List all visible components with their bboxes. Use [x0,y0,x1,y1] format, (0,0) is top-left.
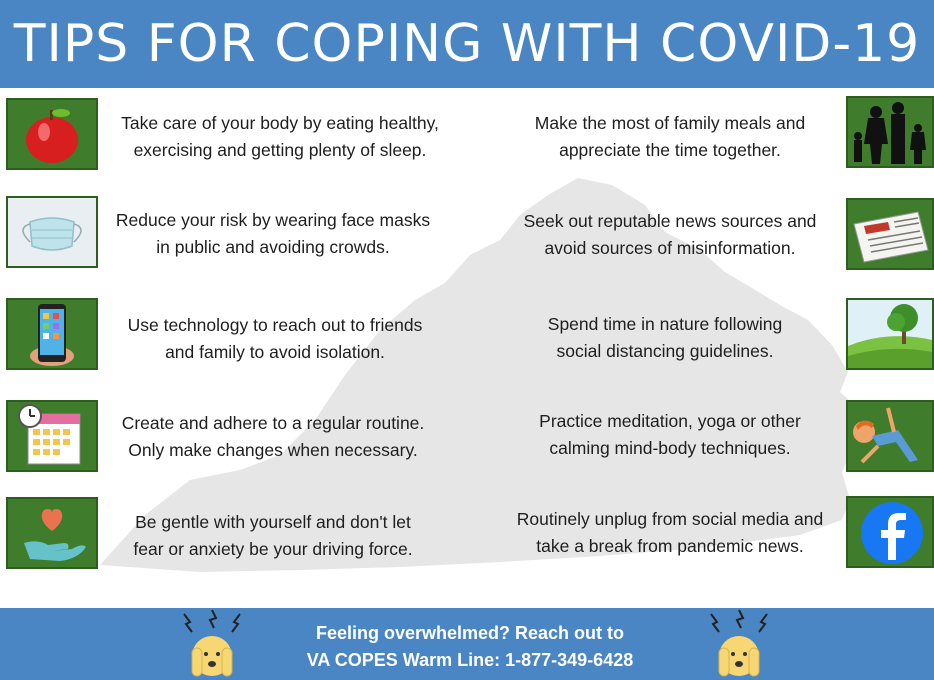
smartphone-icon [6,298,98,370]
tip-be-gentle: Be gentle with yourself and don't let fear or anxiety be your driving force. [133,512,413,559]
stressed-face-icon [176,608,248,680]
facebook-icon [846,496,934,568]
nature-tree-icon [846,298,934,370]
newspaper-icon [846,198,934,270]
tip-meditation: Practice meditation, yoga or other calming mind-body techniques. [539,411,801,458]
calendar-clock-icon [6,400,98,472]
heart-hand-icon [6,497,98,569]
yoga-child-icon [846,400,934,472]
tip-body-care: Take care of your body by eating healthy, exercising and getting plenty of sleep. [121,113,439,160]
tip-technology: Use technology to reach out to friends and family to avoid isolation. [127,315,423,362]
tip-nature: Spend time in nature following social distancing guidelines. [547,314,783,361]
tip-news-sources: Seek out reputable news sources and avoid sources of misinformation. [523,211,817,258]
face-mask-icon [6,196,98,268]
stressed-face-icon-right [703,608,775,680]
warm-line-message: Feeling overwhelmed? Reach out to VA COPES Warm Line: 1-877-349-6428 [230,620,710,674]
family-silhouette-icon [846,96,934,168]
tip-routine: Create and adhere to a regular routine. Only make changes when necessary. [121,413,425,460]
tip-face-masks: Reduce your risk by wearing face masks in public and avoiding crowds. [115,210,431,257]
apple-icon [6,98,98,170]
footer-banner [0,608,934,680]
tip-family-meals: Make the most of family meals and appreciate the time together. [534,113,806,160]
warm-line-phone[interactable]: VA COPES Warm Line: 1-877-349-6428 [306,650,634,670]
tip-unplug: Routinely unplug from social media and take a break from pandemic news. [516,509,824,556]
page-title: TIPS FOR COPING WITH COVID-19 [13,14,921,74]
